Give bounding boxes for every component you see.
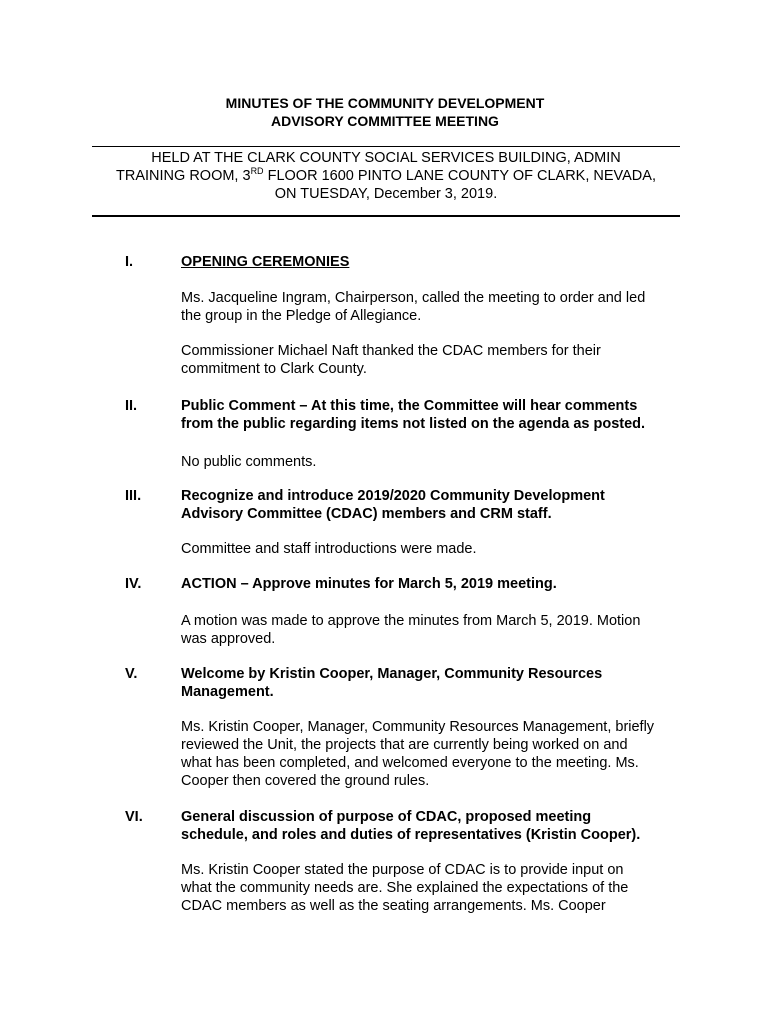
meeting-location-line-2-end: FLOOR 1600 PINTO LANE COUNTY OF CLARK, NEVADA, [263,168,656,184]
paragraph-line: was approved. [181,631,276,647]
section-paragraph [181,718,681,790]
paragraph-line: Commissioner Michael Naft thanked the CDAC members for their [181,343,601,359]
paragraph-line: the group in the Pledge of Allegiance. [181,308,422,324]
meeting-location-line-1: HELD AT THE CLARK COUNTY SOCIAL SERVICES BUILDING, ADMIN [151,150,621,166]
paragraph-line: Committee and staff introductions were made. [181,541,477,557]
section-heading [181,487,681,523]
section-heading-line: Welcome by Kristin Cooper, Manager, Community Resources [181,666,603,682]
section-number: III. [125,488,142,504]
section-heading [181,397,681,433]
document-title-line-2: ADVISORY COMMITTEE MEETING [271,113,499,129]
header-divider-bottom [92,215,680,217]
section-number: II. [125,398,138,414]
section-number: VI. [125,809,143,825]
section-number: I. [125,254,134,270]
section-heading [181,575,681,593]
paragraph-line: reviewed the Unit, the projects that are currently being worked on and [181,737,628,753]
meeting-location-block [92,149,680,203]
section-heading-line: Advisory Committee (CDAC) members and CRM staff. [181,506,552,522]
section-paragraph [181,342,681,378]
section-paragraph [181,453,681,471]
paragraph-line: what the community needs are. She explained the expectations of the [181,880,629,896]
paragraph-line: what has been completed, and welcomed everyone to the meeting. Ms. [181,755,639,771]
meeting-location-line-2-start: TRAINING ROOM, 3 [116,168,251,184]
section-heading-line: from the public regarding items not listed on the agenda as posted. [181,416,646,432]
paragraph-line: No public comments. [181,454,317,470]
paragraph-line: CDAC members as well as the seating arrangements. Ms. Cooper [181,898,606,914]
header-divider-top [92,146,680,147]
meeting-location-line-2 [92,167,680,185]
paragraph-line: Ms. Jacqueline Ingram, Chairperson, called the meeting to order and led [181,290,646,306]
section-heading [181,253,681,271]
paragraph-line: A motion was made to approve the minutes from March 5, 2019. Motion [181,613,641,629]
document-title-line-1: MINUTES OF THE COMMUNITY DEVELOPMENT [225,95,545,111]
section-number: V. [125,666,138,682]
meeting-date-line: ON TUESDAY, December 3, 2019. [274,186,498,202]
section-number: IV. [125,576,142,592]
paragraph-line: Cooper then covered the ground rules. [181,773,430,789]
paragraph-line: Ms. Kristin Cooper stated the purpose of CDAC is to provide input on [181,862,624,878]
section-paragraph [181,289,681,325]
section-paragraph [181,612,681,648]
section-heading [181,808,681,844]
section-paragraph [181,540,681,558]
section-heading-line: OPENING CEREMONIES [181,254,350,270]
paragraph-line: commitment to Clark County. [181,361,367,377]
section-heading-line: schedule, and roles and duties of representatives (Kristin Cooper). [181,827,641,843]
section-heading-line: Public Comment – At this time, the Committee will hear comments [181,398,638,414]
floor-ordinal-suffix: RD [250,166,264,177]
section-heading-line: Management. [181,684,274,700]
section-heading [181,665,681,701]
section-heading-line: ACTION – Approve minutes for March 5, 2019 meeting. [181,576,557,592]
section-heading-line: General discussion of purpose of CDAC, proposed meeting [181,809,592,825]
section-paragraph [181,861,681,915]
section-heading-line: Recognize and introduce 2019/2020 Community Development [181,488,605,504]
paragraph-line: Ms. Kristin Cooper, Manager, Community Resources Management, briefly [181,719,655,735]
